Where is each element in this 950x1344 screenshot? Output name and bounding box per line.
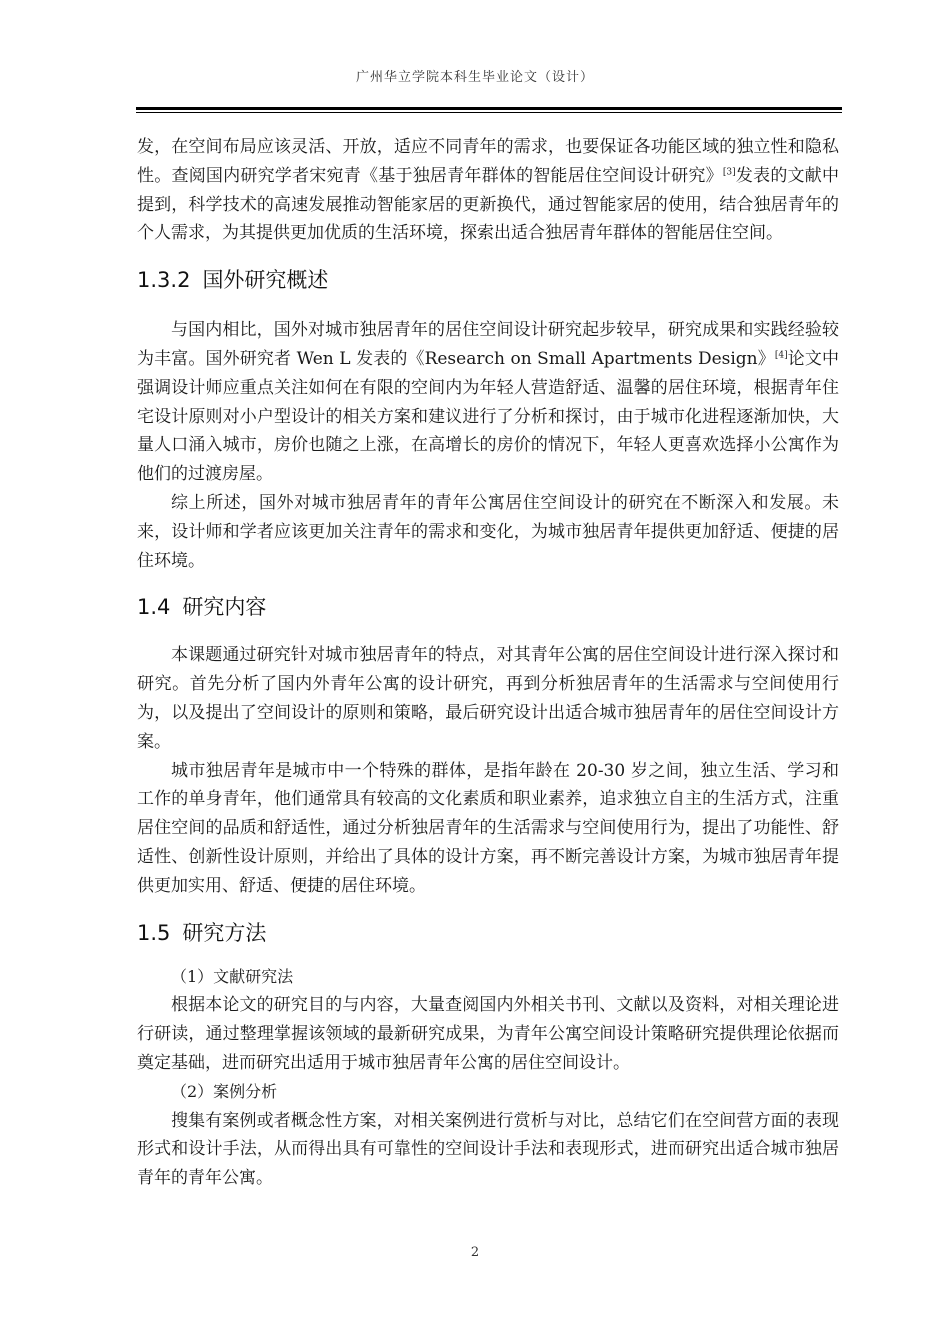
header-rule-thin [136,112,842,113]
paragraph-text: 与国内相比，国外对城市独居青年的居住空间设计研究起步较早，研究成果和实践经验较为丰富。国外研究者 Wen L 发表的《Research on Small Apartments Design》 [137,320,839,369]
paragraph-text: 发，在空间布局应该灵活、开放，适应不同青年的需求，也要保证各功能区域的独立性和隐私性。查阅国内研究学者宋宛青《基于独居青年群体的智能居住空间设计研究》 [137,137,839,186]
section-heading-1-5 [137,919,839,947]
method-item-label-2: （2）案例分析 [171,1081,278,1101]
paragraph-summary: 综上所述，国外对城市独居青年的青年公寓居住空间设计的研究在不断深入和发展。未来，设计师和学者应该更加关注青年的需求和变化，为城市独居青年提供更加舒适、便捷的居住环境。 [137,492,839,571]
citation-3: [3] [722,167,736,178]
paragraph-research-content-1: 本课题通过研究针对城市独居青年的特点，对其青年公寓的居住空间设计进行深入探讨和研究。首先分析了国内外青年公寓的设计研究，再到分析独居青年的生活需求与空间使用行为，以及提出了空间设计的原则和策略，最后研究设计出适合城市独居青年的居住空间设计方案。 [137,645,839,752]
section-number: 1.3.2 [137,268,191,293]
citation-4: [4] [774,350,788,361]
paragraph-foreign-research [137,316,839,489]
section-number: 1.4 [137,595,171,620]
method-item-label-1: （1）文献研究法 [171,966,294,986]
section-heading-1-3-2 [137,266,839,294]
body-content [137,133,839,1193]
section-heading-1-4 [137,593,839,621]
section-title: 研究内容 [182,595,267,620]
section-number: 1.5 [137,920,171,945]
paragraph-text: 论文中强调设计师应重点关注如何在有限的空间内为年轻人营造舒适、温馨的居住环境，根据青年住宅设计原则对小户型设计的相关方案和建议进行了分析和探讨，由于城市化进程逐渐加快，大量人口涌入城市，房价也随之上涨，在高增长的房价的情况下，年轻人更喜欢选择小公寓作为他们的过渡房屋。 [137,348,840,485]
paragraph-text: 发表的文献中提到，科学技术的高速发展推动智能家居的更新换代，通过智能家居的使用，结合独居青年的个人需求，为其提供更加优质的生活环境，探索出适合独居青年群体的智能居住空间。 [137,165,840,244]
header-rule-thick [136,107,842,110]
paragraph-continued [137,133,839,248]
section-title: 国外研究概述 [202,268,329,293]
method-item-text-2: 搜集有案例或者概念性方案，对相关案例进行赏析与对比，总结它们在空间营方面的表现形式和设计手法，从而得出具有可靠性的空间设计手法和表现形式，进而研究出适合城市独居青年的青年公寓。 [137,1110,839,1189]
paragraph-research-content-2: 城市独居青年是城市中一个特殊的群体，是指年龄在 20-30 岁之间，独立生活、学习和工作的单身青年，他们通常具有较高的文化素质和职业素养，追求独立自主的生活方式，注重居住空间的品质和舒适性，通过分析独居青年的生活需求与空间使用行为，提出了功能性、舒适性、创新性设计原则，并给出了具体的设计方案，再不断完善设计方案，为城市独居青年提供更加实用、舒适、便捷的居住环境。 [137,760,839,896]
method-item-text-1: 根据本论文的研究目的与内容，大量查阅国内外相关书刊、文献以及资料，对相关理论进行研读，通过整理掌握该领域的最新研究成果，为青年公寓空间设计策略研究提供理论依据而奠定基础，进而研究出适用于城市独居青年公寓的居住空间设计。 [137,995,839,1073]
page-number: 2 [470,1245,480,1260]
running-header: 广州华立学院本科生毕业论文（设计） [355,70,594,85]
section-title: 研究方法 [182,920,267,945]
